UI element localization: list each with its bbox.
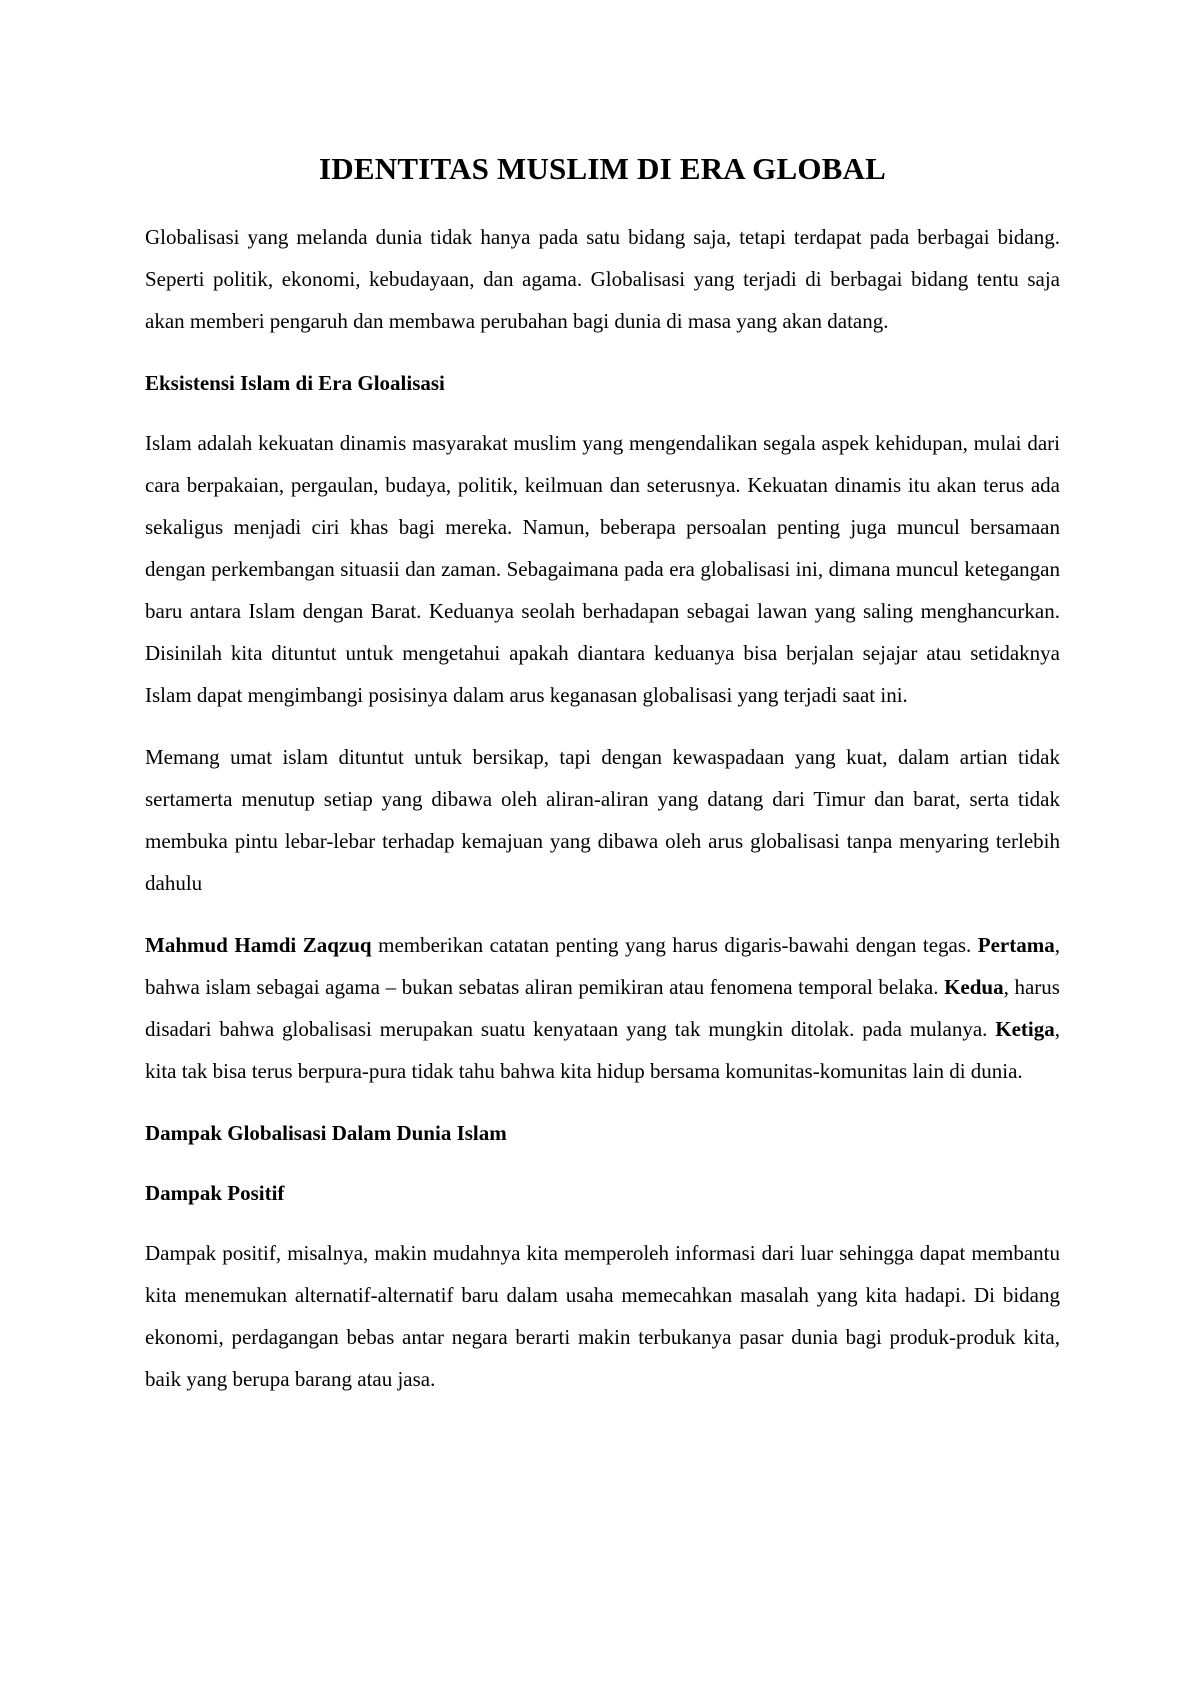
author-name: Mahmud Hamdi Zaqzuq	[145, 933, 372, 957]
label-kedua: Kedua	[944, 975, 1004, 999]
paragraph-text: , harus disadari bahwa globalisasi merupakan suatu kenyataan yang tak mungkin ditolak. pada mulanya.	[145, 975, 1060, 1041]
subheading-dampak-positif: Dampak Positif	[145, 1181, 285, 1205]
section-heading-eksistensi: Eksistensi Islam di Era Gloalisasi	[145, 371, 445, 395]
document-title: IDENTITAS MUSLIM DI ERA GLOBAL	[319, 151, 886, 186]
eksistensi-paragraph-2: Memang umat islam dituntut untuk bersikap, tapi dengan kewaspadaan yang kuat, dalam artian tidak sertamerta menutup setiap yang dibawa oleh aliran-aliran yang datang dari Timur dan barat, serta tidak membuka pintu lebar-lebar terhadap kemajuan yang dibawa oleh arus globalisasi tanpa menyaring terlebih dahulu	[145, 745, 1060, 895]
paragraph-text: , kita tak bisa terus berpura-pura tidak tahu bahwa kita hidup bersama komunitas-komunitas lain di dunia.	[145, 1017, 1060, 1083]
paragraph-text: memberikan catatan penting yang harus digaris-bawahi dengan tegas.	[371, 933, 978, 957]
label-ketiga: Ketiga	[995, 1017, 1055, 1041]
intro-paragraph: Globalisasi yang melanda dunia tidak hanya pada satu bidang saja, tetapi terdapat pada berbagai bidang. Seperti politik, ekonomi, kebudayaan, dan agama. Globalisasi yang terjadi di berbagai bidang tentu saja akan memberi pengaruh dan membawa perubahan bagi dunia di masa yang akan datang.	[145, 225, 1060, 333]
section-heading-dampak: Dampak Globalisasi Dalam Dunia Islam	[145, 1121, 507, 1145]
eksistensi-paragraph-1: Islam adalah kekuatan dinamis masyarakat muslim yang mengendalikan segala aspek kehidupan, mulai dari cara berpakaian, pergaulan, budaya, politik, keilmuan dan seterusnya. Kekuatan dinamis itu akan terus ada sekaligus menjadi ciri khas bagi mereka. Namun, beberapa persoalan penting juga muncul bersamaan dengan perkembangan situasii dan zaman. Sebagaimana pada era globalisasi ini, dimana muncul ketegangan baru antara Islam dengan Barat. Keduanya seolah berhadapan sebagai lawan yang saling menghancurkan. Disinilah kita dituntut untuk mengetahui apakah diantara keduanya bisa berjalan sejajar atau setidaknya Islam dapat mengimbangi posisinya dalam arus keganasan globalisasi yang terjadi saat ini.	[145, 431, 1060, 707]
paragraph-text: , bahwa islam sebagai agama – bukan sebatas aliran pemikiran atau fenomena temporal belaka.	[145, 933, 1060, 999]
eksistensi-paragraph-3	[145, 924, 1060, 1092]
document-page	[145, 150, 1060, 1420]
dampak-positif-paragraph: Dampak positif, misalnya, makin mudahnya kita memperoleh informasi dari luar sehingga dapat membantu kita menemukan alternatif-alternatif baru dalam usaha memecahkan masalah yang kita hadapi. Di bidang ekonomi, perdagangan bebas antar negara berarti makin terbukanya pasar dunia bagi produk-produk kita, baik yang berupa barang atau jasa.	[145, 1241, 1060, 1391]
label-pertama: Pertama	[977, 933, 1055, 957]
